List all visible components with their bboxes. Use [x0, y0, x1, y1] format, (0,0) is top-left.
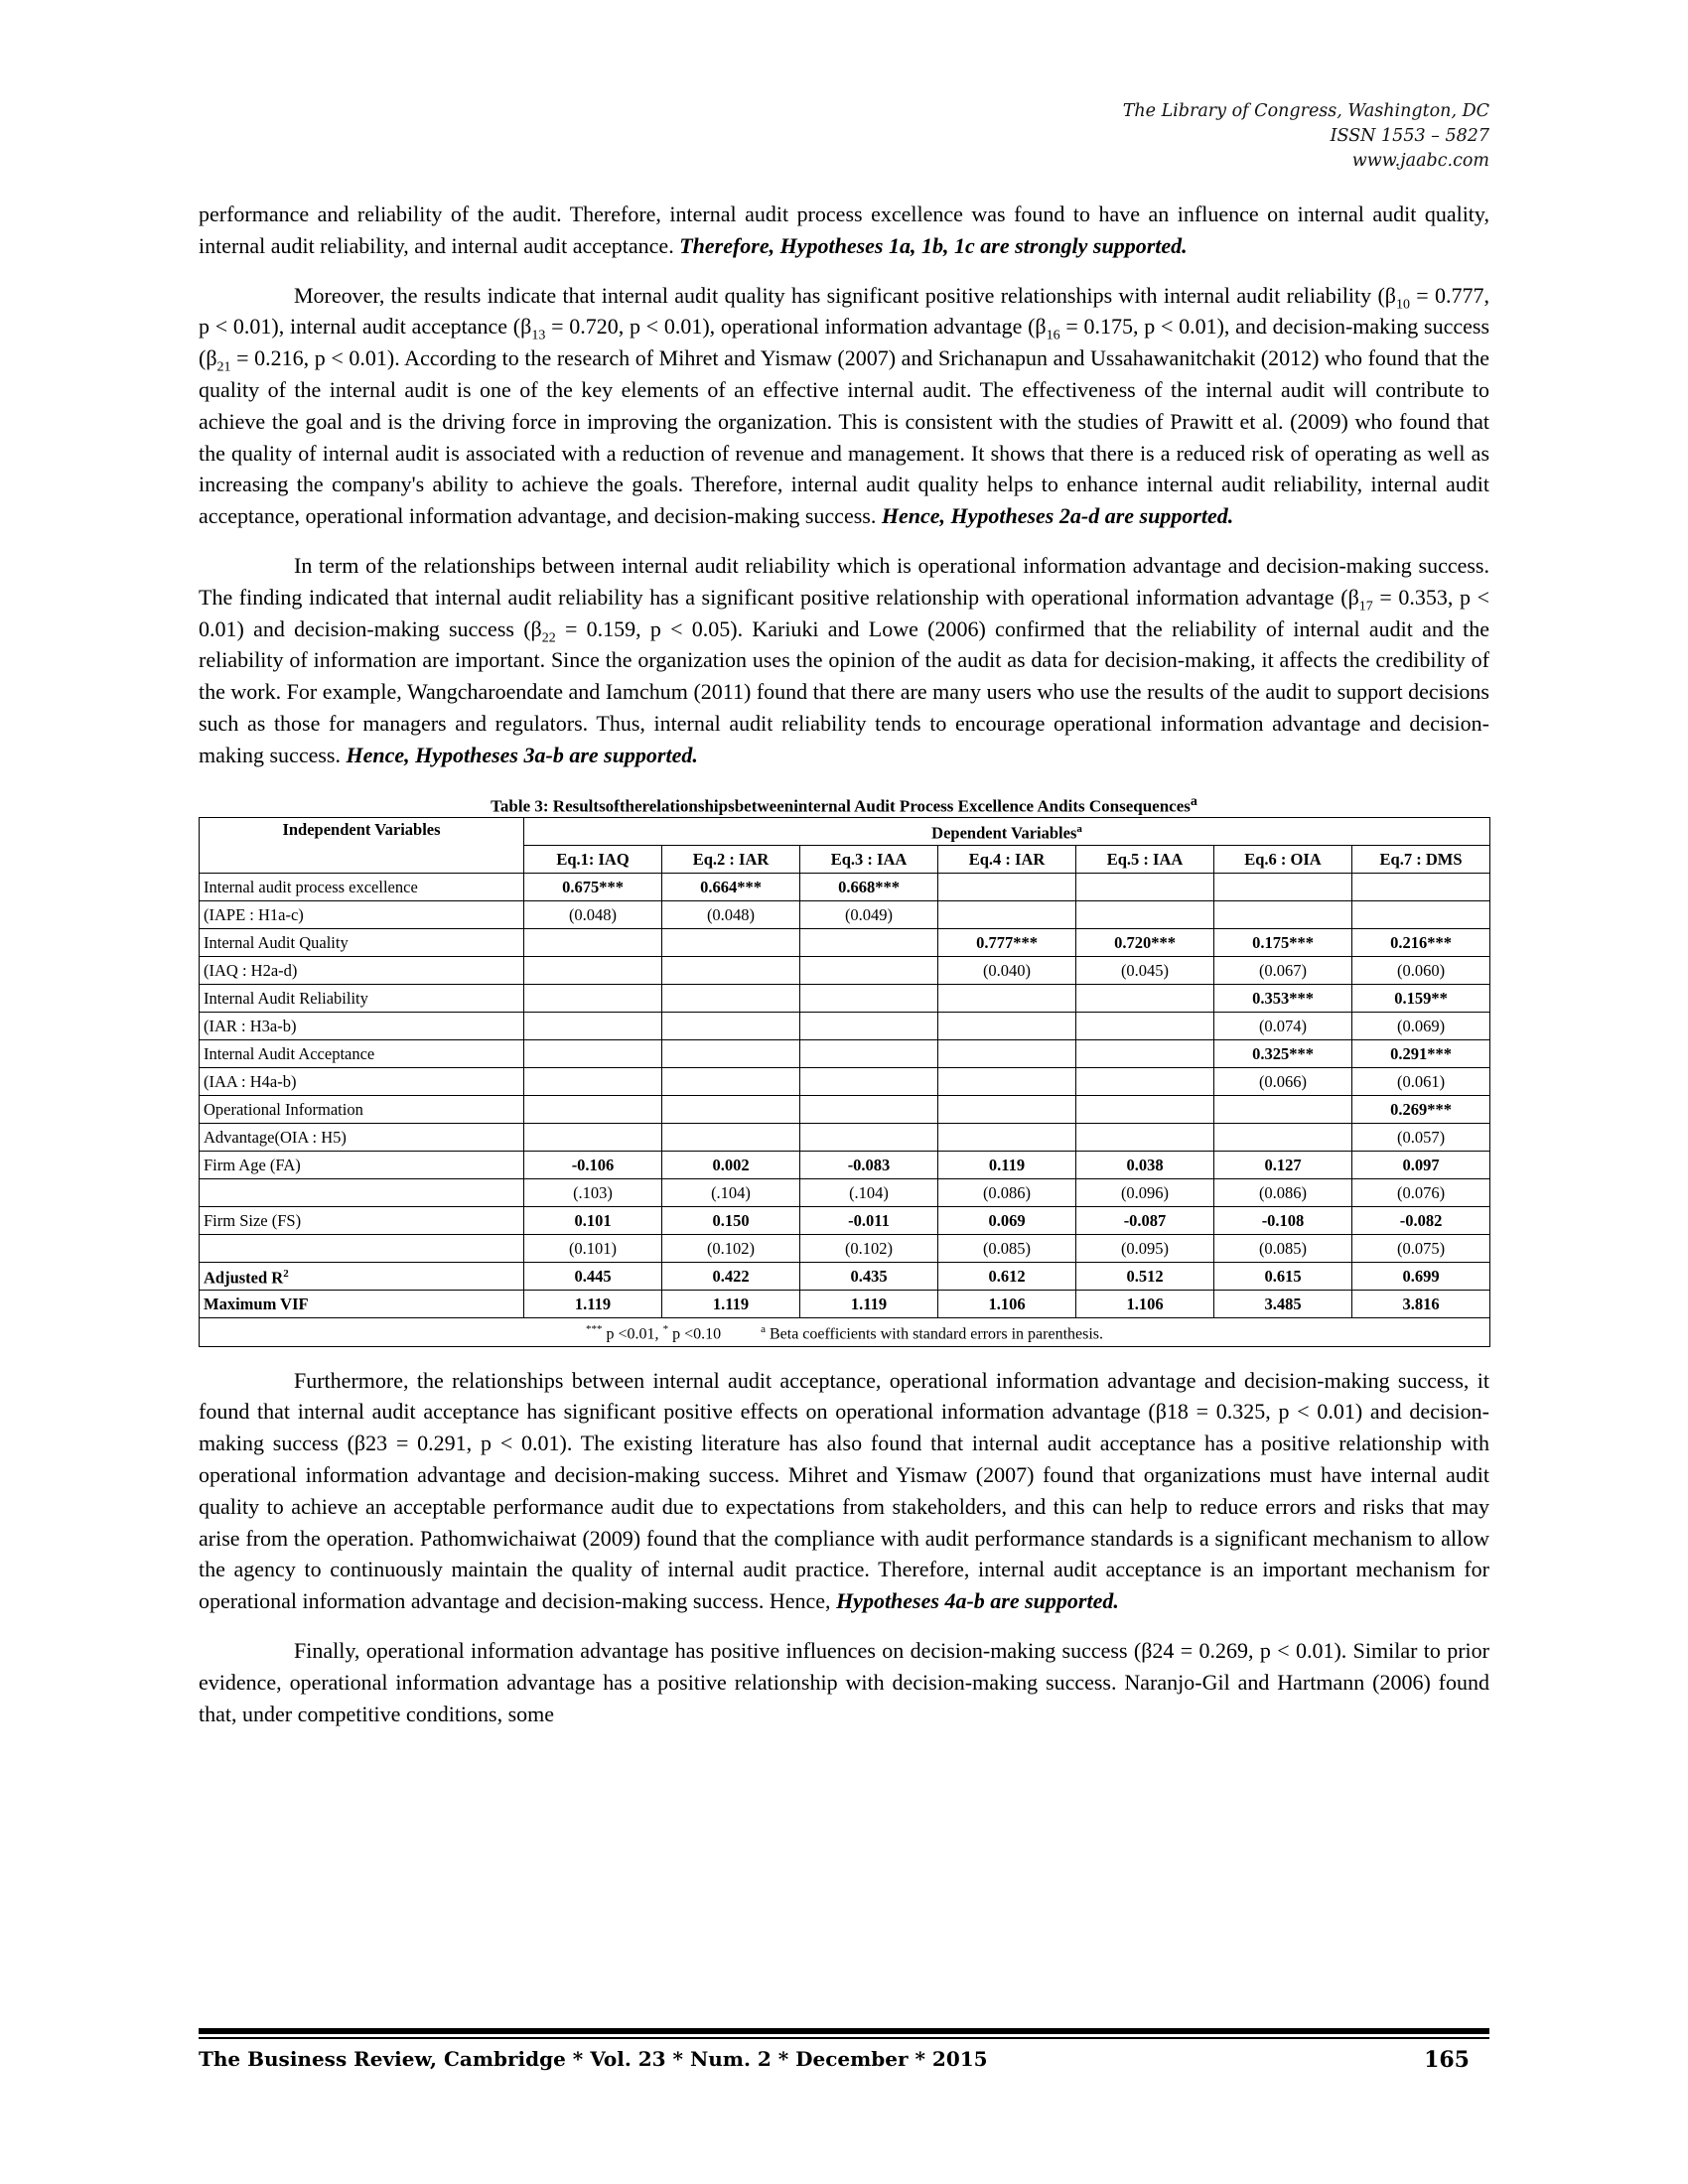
equation-header: Eq.5 : IAA — [1076, 846, 1214, 874]
note-seg-a: p <0.01, — [602, 1325, 663, 1343]
paragraph-3-emphasis: Hence, Hypotheses 3a-b are supported. — [346, 742, 698, 767]
table-row — [200, 1179, 1490, 1207]
coefficient-cell: -0.108 — [1214, 1207, 1352, 1235]
paragraph-5-text: Finally, operational information advantage has positive influences on decision-making success (β24 = 0.269, p < 0.01). Similar to prior evidence, operational information advantage has a positive relationship with decision-making success. Naranjo-Gil and Hartmann (2006) found that, under competitive conditions, some — [199, 1637, 1489, 1726]
p2-sub-1: 10 — [1395, 296, 1410, 312]
header-dv-text: Dependent Variables — [931, 823, 1077, 843]
row-label: Maximum VIF — [200, 1291, 524, 1318]
std-error-cell — [1076, 1068, 1214, 1096]
row-label: Firm Size (FS) — [200, 1207, 524, 1235]
coefficient-cell: 0.159** — [1352, 985, 1490, 1013]
std-error-cell — [662, 957, 800, 985]
std-error-cell: (0.101) — [524, 1235, 662, 1263]
note-sup-1: *** — [586, 1323, 603, 1336]
equation-header: Eq.4 : IAR — [938, 846, 1076, 874]
std-error-cell — [1076, 1013, 1214, 1040]
max-vif-cell: 1.106 — [938, 1291, 1076, 1318]
std-error-cell: (0.048) — [524, 901, 662, 929]
paragraph-1-text: performance and reliability of the audit. Therefore, internal audit process excellence was found to have an influence on internal audit quality, internal audit reliability, and internal audit acceptance. — [199, 202, 1489, 258]
p3-seg-c: = 0.159, p < 0.05). Kariuki and Lowe (2006) confirmed that the reliability of internal audit and the reliability of information are important. Since the organization uses the opinion of the audit as data for decision-making, it affects the credibility of the work. For example, Wangcharoendate and Iamchum (2011) found that there are many users who use the results of the audit to support decisions such as those for managers and regulators. Thus, internal audit reliability tends to encourage operational information advantage and decision-making success. — [199, 615, 1489, 767]
header-line-2: ISSN 1553 – 5827 — [1330, 126, 1489, 146]
coefficient-cell: 0.668*** — [800, 874, 938, 901]
coefficient-cell: 0.119 — [938, 1152, 1076, 1179]
std-error-cell — [1076, 901, 1214, 929]
coefficient-cell — [1076, 1096, 1214, 1124]
table-row — [200, 1235, 1490, 1263]
p2-seg-c: = 0.720, p < 0.01), operational information advantage (β — [545, 314, 1047, 340]
coefficient-cell: -0.082 — [1352, 1207, 1490, 1235]
std-error-cell — [524, 1124, 662, 1152]
std-error-cell — [1076, 1124, 1214, 1152]
coefficient-cell — [662, 1096, 800, 1124]
p2-sub-4: 21 — [216, 359, 231, 375]
std-error-cell: (.104) — [800, 1179, 938, 1207]
coefficient-cell: 0.097 — [1352, 1152, 1490, 1179]
row-label: Internal Audit Quality — [200, 929, 524, 957]
coefficient-cell — [524, 929, 662, 957]
coefficient-cell — [800, 985, 938, 1013]
std-error-cell — [1352, 901, 1490, 929]
std-error-cell: (.104) — [662, 1179, 800, 1207]
std-error-cell: (0.061) — [1352, 1068, 1490, 1096]
header-dependent-variables — [524, 818, 1490, 846]
footer-journal: The Business Review, Cambridge * Vol. 23 * Num. 2 * December * 2015 — [199, 2047, 988, 2071]
note-sup-2: * — [662, 1323, 669, 1336]
row-label-sub: Advantage(OIA : H5) — [200, 1124, 524, 1152]
coefficient-cell — [662, 1040, 800, 1068]
adj-r2-label: Adjusted R — [204, 1268, 284, 1288]
header-line-3: www.jaabc.com — [1351, 151, 1489, 171]
table-row — [200, 1096, 1490, 1124]
std-error-cell — [662, 1013, 800, 1040]
row-label — [200, 1263, 524, 1291]
std-error-cell: (0.048) — [662, 901, 800, 929]
page-number: 165 — [1424, 2047, 1470, 2073]
table-row — [200, 957, 1490, 985]
max-vif-cell: 1.119 — [524, 1291, 662, 1318]
coefficient-cell — [1214, 874, 1352, 901]
table-row — [200, 1124, 1490, 1152]
std-error-cell — [524, 1068, 662, 1096]
table-note — [200, 1318, 1490, 1346]
coefficient-cell — [1076, 985, 1214, 1013]
equation-header: Eq.3 : IAA — [800, 846, 938, 874]
std-error-cell — [800, 1068, 938, 1096]
std-error-cell: (0.085) — [1214, 1235, 1352, 1263]
p3-seg-a: In term of the relationships between internal audit reliability which is operational information advantage and decision-making success. The finding indicated that internal audit reliability has a significant positive relationship with operational information advantage (β — [199, 552, 1489, 610]
equation-header: Eq.7 : DMS — [1352, 846, 1490, 874]
paragraph-2-emphasis: Hence, Hypotheses 2a-d are supported. — [881, 503, 1234, 529]
table-row — [200, 985, 1490, 1013]
table-row — [200, 1040, 1490, 1068]
std-error-cell — [524, 1013, 662, 1040]
max-vif-cell: 1.106 — [1076, 1291, 1214, 1318]
std-error-cell: (0.096) — [1076, 1179, 1214, 1207]
std-error-cell — [800, 957, 938, 985]
coefficient-cell — [938, 1040, 1076, 1068]
coefficient-cell: 0.291*** — [1352, 1040, 1490, 1068]
running-header — [1123, 99, 1489, 174]
coefficient-cell — [1352, 874, 1490, 901]
std-error-cell — [662, 1068, 800, 1096]
std-error-cell: (0.074) — [1214, 1013, 1352, 1040]
std-error-cell: (0.086) — [938, 1179, 1076, 1207]
coefficient-cell: 0.101 — [524, 1207, 662, 1235]
table-row — [200, 1207, 1490, 1235]
adjusted-r2-cell: 0.512 — [1076, 1263, 1214, 1291]
std-error-cell: (0.085) — [938, 1235, 1076, 1263]
footer-rule-thick — [199, 2028, 1489, 2034]
coefficient-cell: 0.269*** — [1352, 1096, 1490, 1124]
row-label: Internal Audit Reliability — [200, 985, 524, 1013]
coefficient-cell — [662, 929, 800, 957]
coefficient-cell — [524, 985, 662, 1013]
row-label: Firm Age (FA) — [200, 1152, 524, 1179]
std-error-cell: (0.045) — [1076, 957, 1214, 985]
header-line-1: The Library of Congress, Washington, DC — [1122, 101, 1489, 121]
coefficient-cell: 0.777*** — [938, 929, 1076, 957]
header-dv-sup: a — [1076, 823, 1082, 836]
coefficient-cell — [938, 874, 1076, 901]
adjusted-r2-cell: 0.612 — [938, 1263, 1076, 1291]
note-seg-b: p <0.10 — [668, 1325, 722, 1343]
equation-header: Eq.1: IAQ — [524, 846, 662, 874]
coefficient-cell: 0.069 — [938, 1207, 1076, 1235]
std-error-cell — [1214, 901, 1352, 929]
note-sup-3: a — [761, 1323, 766, 1336]
coefficient-cell: 0.216*** — [1352, 929, 1490, 957]
paragraph-2 — [199, 280, 1489, 532]
coefficient-cell: 0.353*** — [1214, 985, 1352, 1013]
coefficient-cell: 0.720*** — [1076, 929, 1214, 957]
adjusted-r2-cell: 0.699 — [1352, 1263, 1490, 1291]
max-vif-cell: 3.485 — [1214, 1291, 1352, 1318]
std-error-cell — [938, 1124, 1076, 1152]
table-row — [200, 929, 1490, 957]
coefficient-cell — [662, 985, 800, 1013]
std-error-cell — [524, 957, 662, 985]
std-error-cell: (.103) — [524, 1179, 662, 1207]
std-error-cell — [938, 1013, 1076, 1040]
std-error-cell — [938, 1068, 1076, 1096]
max-vif-cell: 3.816 — [1352, 1291, 1490, 1318]
adjusted-r2-cell: 0.615 — [1214, 1263, 1352, 1291]
table-note-row — [200, 1318, 1490, 1346]
row-label: Internal Audit Acceptance — [200, 1040, 524, 1068]
coefficient-cell: 0.325*** — [1214, 1040, 1352, 1068]
max-vif-cell: 1.119 — [800, 1291, 938, 1318]
paragraph-1 — [199, 199, 1489, 262]
row-label-sub: (IAPE : H1a-c) — [200, 901, 524, 929]
coefficient-cell — [800, 929, 938, 957]
table-row — [200, 1013, 1490, 1040]
equation-header: Eq.6 : OIA — [1214, 846, 1352, 874]
coefficient-cell — [1214, 1096, 1352, 1124]
p2-sub-3: 16 — [1046, 328, 1060, 343]
coefficient-cell — [938, 1096, 1076, 1124]
std-error-cell: (0.066) — [1214, 1068, 1352, 1096]
paragraph-1-emphasis: Therefore, Hypotheses 1a, 1b, 1c are strongly supported. — [679, 232, 1188, 258]
coefficient-cell: 0.675*** — [524, 874, 662, 901]
row-label-sub: (IAQ : H2a-d) — [200, 957, 524, 985]
std-error-cell — [938, 901, 1076, 929]
coefficient-cell: -0.087 — [1076, 1207, 1214, 1235]
std-error-cell: (0.086) — [1214, 1179, 1352, 1207]
coefficient-cell — [524, 1040, 662, 1068]
table-row — [200, 874, 1490, 901]
coefficient-cell: -0.083 — [800, 1152, 938, 1179]
std-error-cell: (0.076) — [1352, 1179, 1490, 1207]
p2-seg-e: = 0.216, p < 0.01). According to the research of Mihret and Yismaw (2007) and Srichanapun and Ussahawanitchakit (2012) who found that the quality of the internal audit is one of the key elements of an effective internal audit. The effectiveness of the internal audit will contribute to achieve the goal and is the driving force in improving the organization. This is consistent with the studies of Prawitt et al. (2009) who found that the quality of internal audit is associated with a reduction of revenue and management. It shows that there is a reduced risk of operating as well as increasing the company's ability to achieve the goals. Therefore, internal audit quality helps to enhance internal audit reliability, internal audit acceptance, operational information advantage, and decision-making success. — [199, 345, 1489, 529]
note-seg-c: Beta coefficients with standard errors in parenthesis. — [765, 1325, 1104, 1343]
std-error-cell: (0.049) — [800, 901, 938, 929]
adjusted-r2-cell: 0.422 — [662, 1263, 800, 1291]
adjusted-r2-cell: 0.435 — [800, 1263, 938, 1291]
coefficient-cell: 0.664*** — [662, 874, 800, 901]
std-error-cell: (0.057) — [1352, 1124, 1490, 1152]
header-independent-variables: Independent Variables — [200, 818, 524, 874]
std-error-cell: (0.067) — [1214, 957, 1352, 985]
equation-header: Eq.2 : IAR — [662, 846, 800, 874]
adjusted-r2-cell: 0.445 — [524, 1263, 662, 1291]
row-label: Internal audit process excellence — [200, 874, 524, 901]
paragraph-4 — [199, 1365, 1489, 1617]
coefficient-cell — [800, 1096, 938, 1124]
std-error-cell — [1214, 1124, 1352, 1152]
std-error-cell — [800, 1124, 938, 1152]
table-caption-sup: a — [1190, 793, 1197, 809]
std-error-cell: (0.075) — [1352, 1235, 1490, 1263]
coefficient-cell: -0.011 — [800, 1207, 938, 1235]
row-label: Operational Information — [200, 1096, 524, 1124]
adj-r2-sup: 2 — [283, 1268, 289, 1281]
coefficient-cell — [800, 1040, 938, 1068]
coefficient-cell: 0.175*** — [1214, 929, 1352, 957]
results-table — [199, 817, 1490, 1346]
std-error-cell — [800, 1013, 938, 1040]
p2-seg-a: Moreover, the results indicate that internal audit quality has significant positive relationships with internal audit reliability (β — [294, 282, 1396, 308]
std-error-cell: (0.040) — [938, 957, 1076, 985]
p3-seg-b: = 0.353, p < 0.01) and decision-making success (β — [199, 584, 1489, 641]
table-row — [200, 1068, 1490, 1096]
paragraph-4-emphasis: Hypotheses 4a-b are supported. — [836, 1588, 1119, 1614]
std-error-cell: (0.102) — [662, 1235, 800, 1263]
page-footer — [199, 2028, 1489, 2073]
footer-rule-thin — [199, 2037, 1489, 2039]
paragraph-5 — [199, 1635, 1489, 1729]
p2-seg-b: = 0.777, p < 0.01), internal audit acceptance (β — [199, 282, 1489, 340]
row-label-sub — [200, 1235, 524, 1263]
table-row — [200, 901, 1490, 929]
coefficient-cell: 0.150 — [662, 1207, 800, 1235]
row-label-sub: (IAA : H4a-b) — [200, 1068, 524, 1096]
row-label-sub — [200, 1179, 524, 1207]
paragraph-4-text: Furthermore, the relationships between internal audit acceptance, operational information advantage and decision-making success, it found that internal audit acceptance has significant positive effects on operational information advantage (β18 = 0.325, p < 0.01) and decision-making success (β23 = 0.291, p < 0.01). The existing literature has also found that internal audit acceptance has a positive relationship with operational information advantage and decision-making success. Mihret and Yismaw (2007) found that organizations must have internal audit quality to achieve an acceptable performance audit due to expectations from stakeholders, and this can help to reduce errors and risks that may arise from the operation. Pathomwichaiwat (2009) found that the compliance with audit performance standards is a significant mechanism to allow the agency to continuously maintain the quality of internal audit practice. Therefore, internal audit acceptance is an important mechanism for operational information advantage and decision-making success. Hence, — [199, 1367, 1489, 1614]
table-row-adjusted-r2 — [200, 1263, 1490, 1291]
coefficient-cell: 0.038 — [1076, 1152, 1214, 1179]
std-error-cell: (0.060) — [1352, 957, 1490, 985]
max-vif-cell: 1.119 — [662, 1291, 800, 1318]
std-error-cell — [662, 1124, 800, 1152]
coefficient-cell: -0.106 — [524, 1152, 662, 1179]
std-error-cell: (0.102) — [800, 1235, 938, 1263]
coefficient-cell — [938, 985, 1076, 1013]
coefficient-cell — [1076, 874, 1214, 901]
p2-sub-2: 13 — [531, 328, 546, 343]
p2-seg-d: = 0.175, p < 0.01), and decision-making success (β — [199, 314, 1490, 371]
table-caption-text: Table 3: Resultsoftherelationshipsbetweeninternal Audit Process Excellence Andits Consequences — [491, 796, 1191, 816]
coefficient-cell — [524, 1096, 662, 1124]
coefficient-cell: 0.127 — [1214, 1152, 1352, 1179]
coefficient-cell — [1076, 1040, 1214, 1068]
table-row-max-vif — [200, 1291, 1490, 1318]
std-error-cell: (0.095) — [1076, 1235, 1214, 1263]
paragraph-3 — [199, 550, 1489, 771]
table-caption — [199, 791, 1489, 818]
coefficient-cell: 0.002 — [662, 1152, 800, 1179]
body-text — [199, 199, 1489, 1729]
table-row — [200, 1152, 1490, 1179]
row-label-sub: (IAR : H3a-b) — [200, 1013, 524, 1040]
p3-sub-2: 22 — [541, 629, 556, 645]
p3-sub-1: 17 — [1358, 599, 1373, 614]
std-error-cell: (0.069) — [1352, 1013, 1490, 1040]
